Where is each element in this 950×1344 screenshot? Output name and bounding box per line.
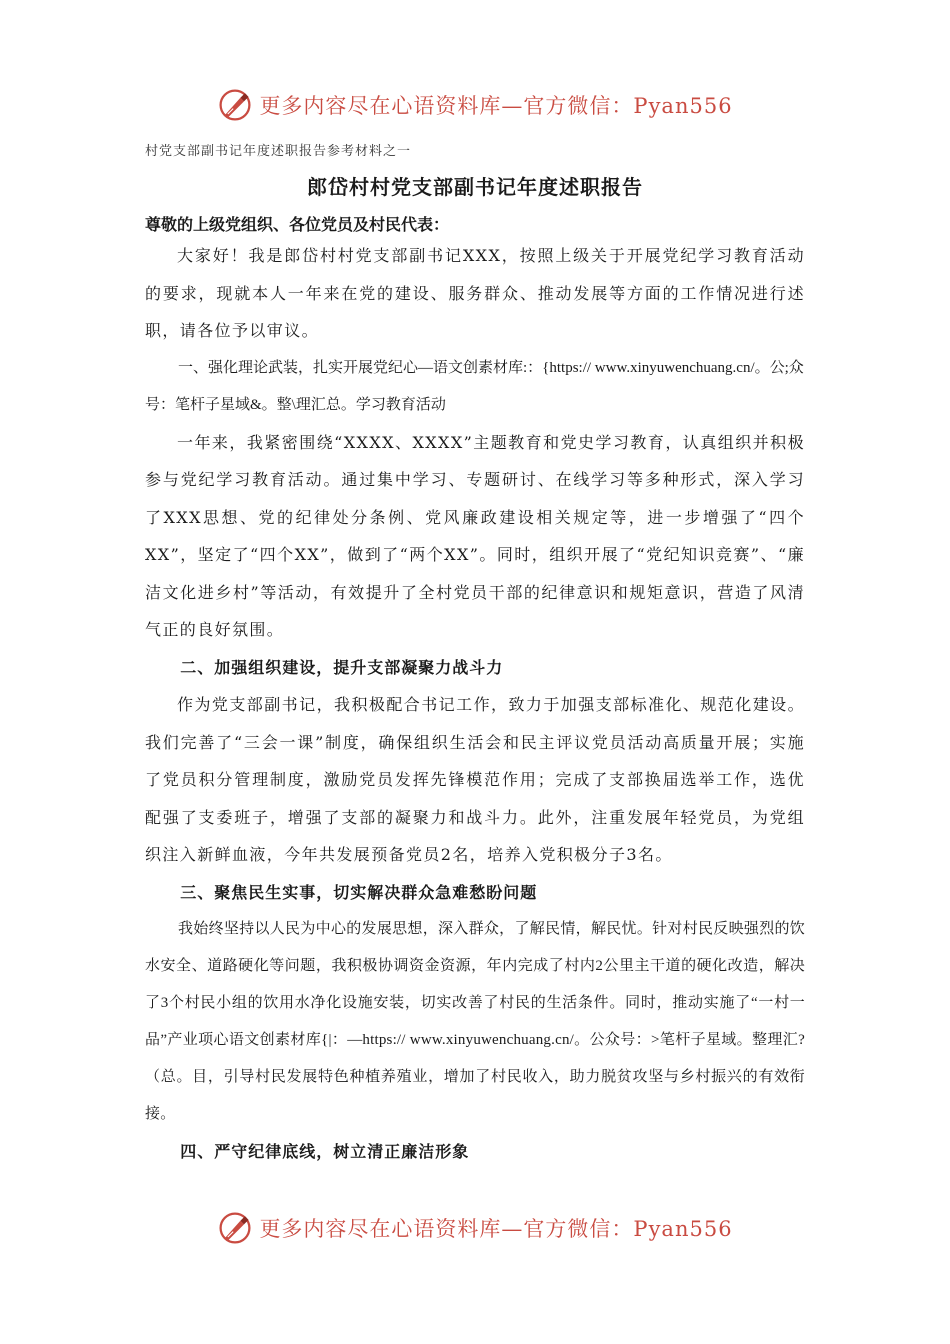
section-4-heading: 四、严守纪律底线，树立清正廉洁形象 [180, 1142, 470, 1161]
watermark-banner-top [0, 80, 950, 130]
watermark-text: 更多内容尽在心语资料库—官方微信：Pyan556 [259, 1217, 733, 1241]
document-kicker: 村党支部副书记年度述职报告参考材料之一 [145, 144, 412, 159]
section-2-paragraph: 作为党支部副书记，我积极配合书记工作，致力于加强支部标准化、规范化建设。我们完善了“三会一课”制度，确保组织生活会和民主评议党员活动高质量开展；实施了党员积分管理制度，激励党员发挥先锋模范作用；完成了支部换届选举工作，选优配强了支委班子，增强了支部的凝聚力和战斗力。此外，注重发展年轻党员，为党组织注入新鲜血液，今年共发展预备党员2名，培养入党积极分子3名。 [145, 695, 805, 864]
intro-paragraph: 大家好！我是郎岱村村党支部副书记XXX，按照上级关于开展党纪学习教育活动的要求，现就本人一年来在党的建设、服务群众、推动发展等方面的工作情况进行述职，请各位予以审议。 [145, 246, 805, 340]
document-body [145, 140, 805, 1171]
section-1-paragraph: 一年来，我紧密围绕“XXXX、XXXX”主题教育和党史学习教育，认真组织并积极参与党纪学习教育活动。通过集中学习、专题研讨、在线学习等多种形式，深入学习了XXX思想、党的纪律处分条例、党风廉政建设相关规定等，进一步增强了“四个XX”，坚定了“四个XX”，做到了“两个XX”。同时，组织开展了“党纪知识竞赛”、“廉洁文化进乡村”等活动，有效提升了全村党员干部的纪律意识和规矩意识，营造了风清气正的良好氛围。 [145, 432, 805, 639]
pen-nib-icon [217, 1210, 253, 1246]
section-1-heading: 一、强化理论武装，扎实开展党纪心—语文创素材库:：{https:// www.xinyuwenchuang.cn/。公;众号：笔杆子星域&。整\理汇总。学习教育活动 [145, 359, 804, 413]
section-3-heading: 三、聚焦民生实事，切实解决群众急难愁盼问题 [180, 882, 538, 902]
document-title: 郎岱村村党支部副书记年度述职报告 [307, 175, 643, 199]
section-3-paragraph: 我始终坚持以人民为中心的发展思想，深入群众，了解民情，解民忧。针对村民反映强烈的饮水安全、道路硬化等问题，我积极协调资金资源，年内完成了村内2公里主干道的硬化改造，解决了3个村民小组的饮用水净化设施安装，切实改善了村民的生活条件。同时，推动实施了“一村一品”产业项心语文创素材库{|：—https:// www.xinyuwenchuang.cn/。公众号：>笔杆子星域。整理汇?（总。目，引导村民发展特色种植养殖业，增加了村民收入，助力脱贫攻坚与乡村振兴的有效衔接。 [145, 921, 805, 1122]
section-2-heading: 二、加强组织建设，提升支部凝聚力战斗力 [180, 657, 504, 677]
watermark-banner-bottom [0, 1203, 950, 1253]
watermark-text: 更多内容尽在心语资料库—官方微信：Pyan556 [259, 94, 733, 118]
salutation: 尊敬的上级党组织、各位党员及村民代表： [145, 215, 450, 234]
pen-nib-icon [217, 87, 253, 123]
